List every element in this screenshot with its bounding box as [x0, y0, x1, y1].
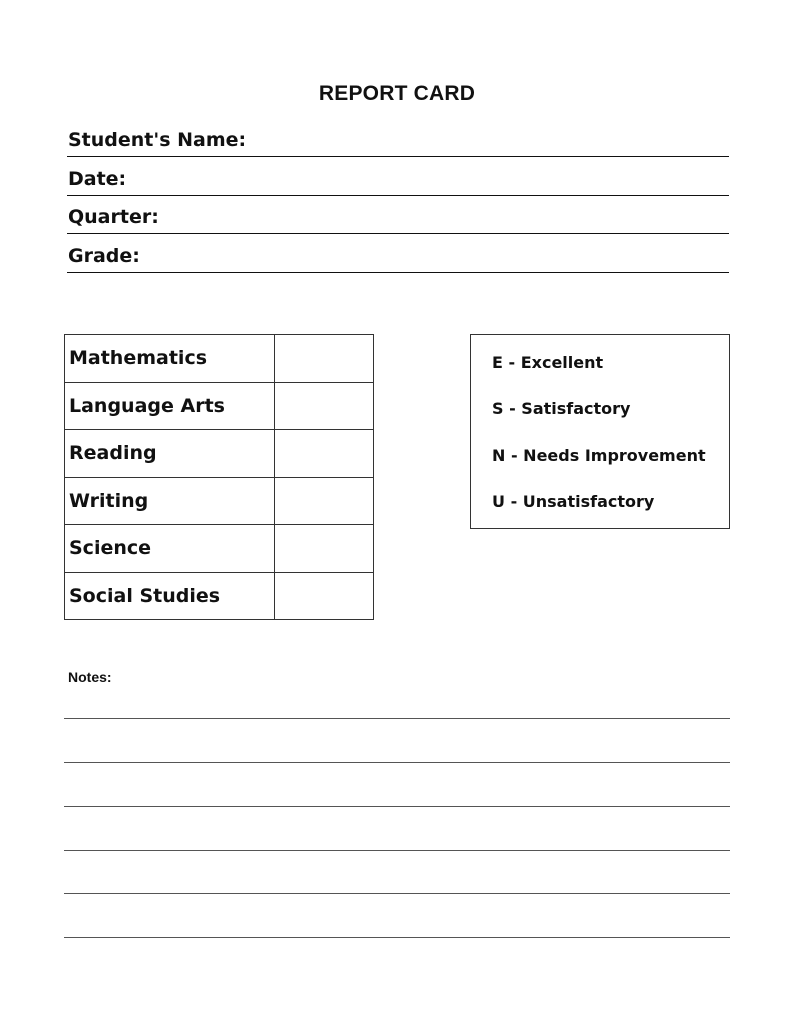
grade-cell-writing[interactable]: [275, 477, 374, 525]
table-row: [65, 335, 374, 383]
subject-mathematics: Mathematics: [65, 335, 275, 383]
subject-social-studies: Social Studies: [65, 572, 275, 620]
grade-cell-mathematics[interactable]: [275, 335, 374, 383]
subject-science: Science: [65, 525, 275, 573]
legend-excellent: E - Excellent: [492, 353, 604, 372]
notes-line[interactable]: [64, 806, 730, 807]
grade-cell-reading[interactable]: [275, 430, 374, 478]
subject-language-arts: Language Arts: [65, 382, 275, 430]
notes-line[interactable]: [64, 762, 730, 763]
table-row: [65, 382, 374, 430]
table-row: [65, 430, 374, 478]
notes-line[interactable]: [64, 937, 730, 938]
quarter-label: Quarter:: [68, 206, 159, 228]
notes-line[interactable]: [64, 850, 730, 851]
grading-legend: [470, 334, 730, 529]
subjects-table: [64, 334, 374, 620]
table-row: [65, 525, 374, 573]
legend-needs-improvement: N - Needs Improvement: [492, 446, 706, 465]
legend-unsatisfactory: U - Unsatisfactory: [492, 492, 655, 511]
student-name-label: Student's Name:: [68, 129, 247, 151]
grade-cell-science[interactable]: [275, 525, 374, 573]
grade-cell-language-arts[interactable]: [275, 382, 374, 430]
subject-reading: Reading: [65, 430, 275, 478]
notes-label: Notes:: [68, 669, 112, 685]
notes-line[interactable]: [64, 893, 730, 894]
grade-cell-social-studies[interactable]: [275, 572, 374, 620]
subject-writing: Writing: [65, 477, 275, 525]
notes-line[interactable]: [64, 718, 730, 719]
date-field[interactable]: [67, 158, 729, 196]
table-row: [65, 477, 374, 525]
table-row: [65, 572, 374, 620]
page-title: REPORT CARD: [318, 82, 476, 105]
quarter-field[interactable]: [67, 196, 729, 234]
grade-field[interactable]: [67, 235, 729, 273]
grade-label: Grade:: [68, 245, 140, 267]
date-label: Date:: [68, 168, 127, 190]
student-name-field[interactable]: [67, 119, 729, 157]
legend-satisfactory: S - Satisfactory: [492, 399, 631, 418]
